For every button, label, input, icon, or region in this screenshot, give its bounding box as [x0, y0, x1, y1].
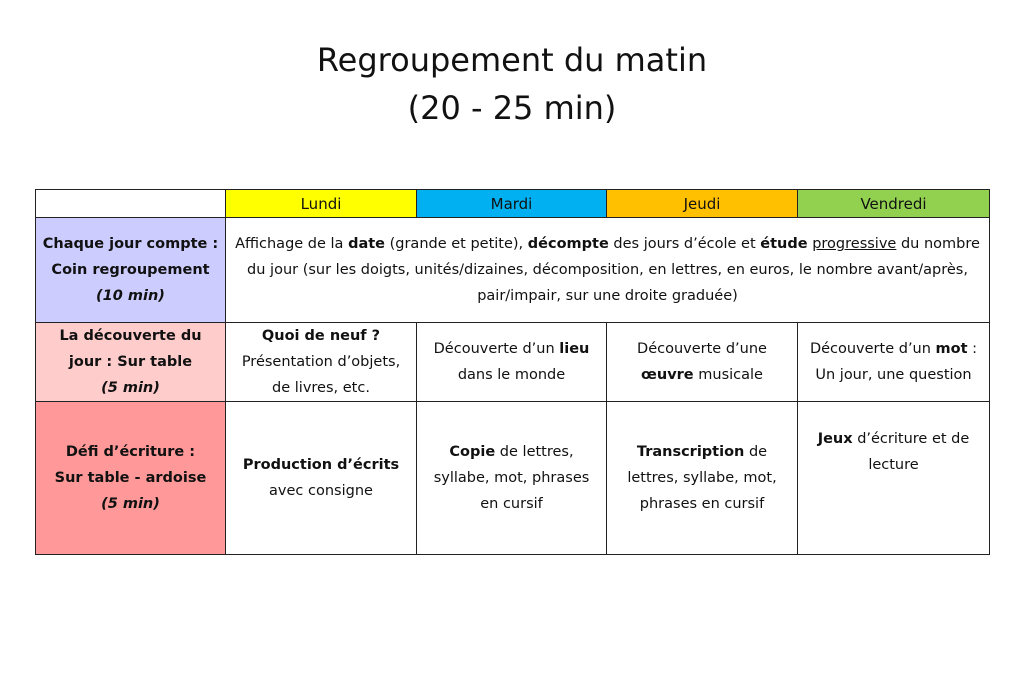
text-line: dans le monde — [457, 367, 566, 383]
text-span: de lettres, — [495, 444, 574, 460]
text-bold: Transcription — [636, 444, 745, 460]
text-span: Découverte d’un — [433, 341, 560, 357]
text-bold: étude — [760, 236, 808, 252]
row-header-line: Sur table - ardoise — [54, 470, 207, 486]
text-bold: mot — [935, 341, 968, 357]
text-bold: décompte — [527, 236, 609, 252]
cell-jeudi-decouverte — [607, 323, 798, 402]
text-line: syllabe, mot, phrases — [433, 470, 590, 486]
header-mardi: Mardi — [417, 190, 607, 218]
text-line — [804, 336, 983, 362]
text-span: musicale — [693, 367, 763, 383]
text-bold: Quoi de neuf ? — [261, 328, 381, 344]
text-span: : — [967, 341, 978, 357]
table-header-row — [36, 190, 990, 218]
text-line — [613, 439, 791, 465]
cell-vendredi-ecriture — [798, 402, 990, 555]
daily-activity-cell — [226, 218, 990, 323]
cell-jeudi-ecriture — [607, 402, 798, 555]
header-jeudi: Jeudi — [607, 190, 798, 218]
header-lundi: Lundi — [226, 190, 417, 218]
row-duration: (5 min) — [101, 380, 160, 396]
text-line: Présentation d’objets, — [241, 354, 401, 370]
table-row — [36, 323, 990, 402]
text-span: Affichage de la — [235, 236, 349, 252]
text-line: lettres, syllabe, mot, — [627, 470, 777, 486]
text-bold: Copie — [449, 444, 496, 460]
cell-vendredi-decouverte — [798, 323, 990, 402]
cell-lundi-ecriture — [226, 402, 417, 555]
text-bold: Jeux — [817, 431, 853, 447]
header-empty-cell — [36, 190, 226, 218]
row-header-line: La découverte du — [59, 328, 202, 344]
text-bold: lieu — [559, 341, 590, 357]
row-header-line: Défi d’écriture : — [65, 444, 196, 460]
text-span: d’écriture et de — [852, 431, 970, 447]
text-line — [423, 336, 600, 362]
text-line: avec consigne — [269, 483, 373, 499]
table-row — [36, 402, 990, 555]
table-row — [36, 218, 990, 323]
text-line: Un jour, une question — [815, 367, 972, 383]
text-line: de livres, etc. — [272, 380, 370, 396]
text-line: Découverte d’une — [637, 341, 767, 357]
text-line — [423, 439, 600, 465]
text-span: de — [744, 444, 768, 460]
row-header-line: Coin regroupement — [51, 262, 210, 278]
row-duration: (10 min) — [96, 288, 165, 304]
row-header-decouverte — [36, 323, 226, 402]
page-subtitle: (20 - 25 min) — [407, 89, 617, 127]
text-span: Découverte d’un — [809, 341, 936, 357]
row-header-chaque-jour — [36, 218, 226, 323]
text-bold: date — [348, 236, 385, 252]
text-line — [613, 362, 791, 388]
text-bold: œuvre — [641, 367, 694, 383]
row-header-defi-ecriture — [36, 402, 226, 555]
text-line: phrases en cursif — [639, 496, 765, 512]
text-span: du nombre du jour (sur les doigts, unités/dizaines, décomposition, en lettres, en euros, le nombre avant/après, pair/impair, sur une droite graduée) — [247, 236, 980, 304]
text-line — [804, 426, 983, 452]
row-duration: (5 min) — [101, 496, 160, 512]
row-header-line: Chaque jour compte : — [42, 236, 219, 252]
page-title: Regroupement du matin — [316, 41, 708, 79]
text-underlined: progressive — [812, 236, 897, 252]
cell-lundi-decouverte — [226, 323, 417, 402]
text-bold: Production d’écrits — [242, 457, 400, 473]
cell-mardi-ecriture — [417, 402, 607, 555]
header-vendredi: Vendredi — [798, 190, 990, 218]
text-span: des jours d’école et — [608, 236, 761, 252]
schedule-table — [35, 189, 990, 555]
cell-mardi-decouverte — [417, 323, 607, 402]
row-header-line: jour : Sur table — [68, 354, 193, 370]
text-line: en cursif — [480, 496, 543, 512]
text-span: (grande et petite), — [385, 236, 528, 252]
text-line: lecture — [868, 457, 919, 473]
